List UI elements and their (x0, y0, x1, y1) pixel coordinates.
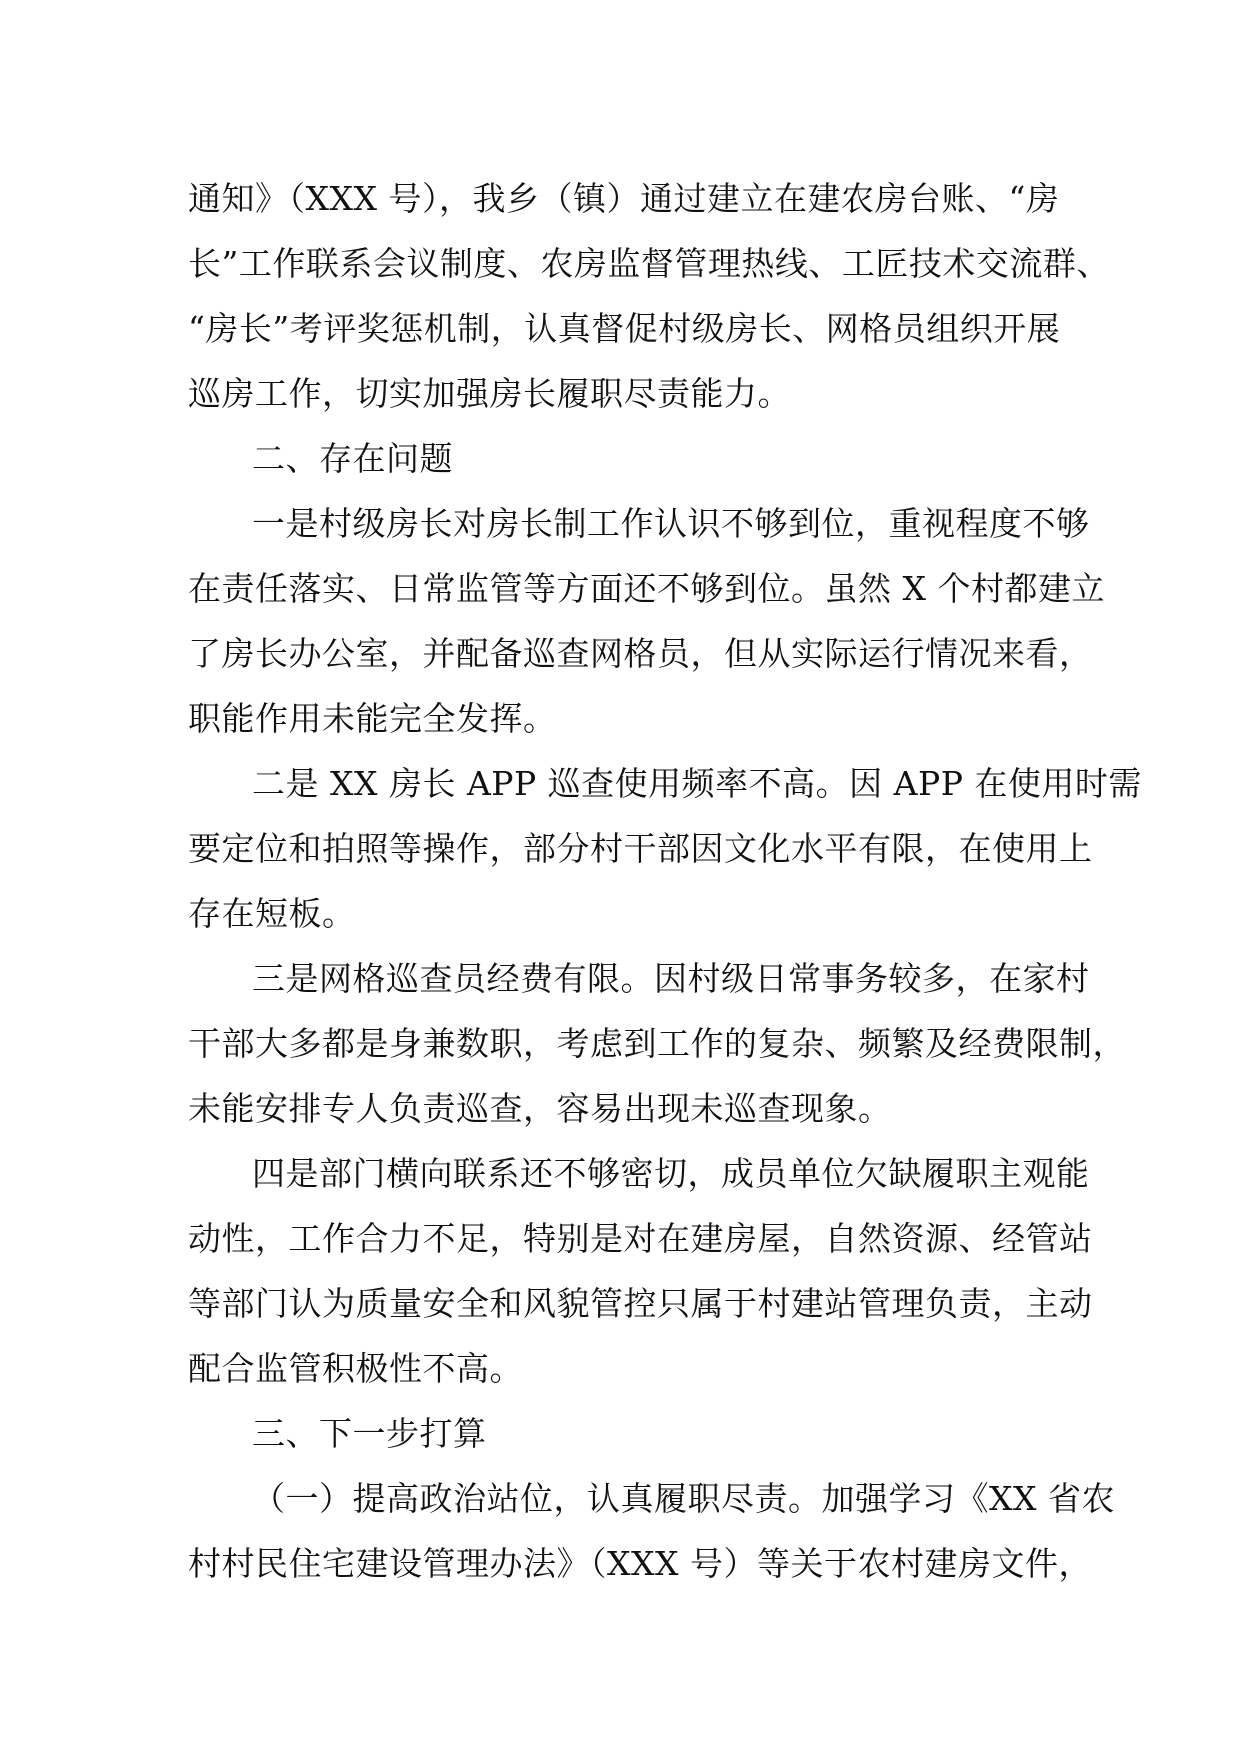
section-heading: 二、存在问题 (252, 439, 453, 478)
text-line: 职能作用未能完全发挥。 (188, 699, 557, 738)
text-line: 一是村级房长对房长制工作认识不够到位，重视程度不够 (252, 504, 1090, 543)
text-line: 干部大多都是身兼数职，考虑到工作的复杂、频繁及经费限制， (188, 1024, 1126, 1063)
text-line: 存在短板。 (188, 894, 356, 933)
text-line: “房长”考评奖惩机制，认真督促村级房长、网格员组织开展 (188, 309, 1061, 348)
text-line: 村村民住宅建设管理办法》（XXX 号）等关于农村建房文件， (188, 1544, 1092, 1583)
text-line: 长”工作联系会议制度、农房监督管理热线、工匠技术交流群、 (188, 244, 1110, 283)
text-line: 二是 XX 房长 APP 巡查使用频率不高。因 APP 在使用时需 (252, 764, 1142, 803)
text-line: 要定位和拍照等操作，部分村干部因文化水平有限，在使用上 (188, 829, 1093, 868)
text-line: 配合监管积极性不高。 (188, 1349, 523, 1388)
text-line: （一）提高政治站位，认真履职尽责。加强学习《XX 省农 (252, 1479, 1115, 1518)
text-line: 四是部门横向联系还不够密切，成员单位欠缺履职主观能 (252, 1154, 1090, 1193)
text-line: 通知》（XXX 号），我乡（镇）通过建立在建农房台账、“房 (188, 179, 1060, 218)
text-line: 等部门认为质量安全和风貌管控只属于村建站管理负责，主动 (188, 1284, 1093, 1323)
document-body (188, 166, 1142, 1596)
text-line: 三是网格巡查员经费有限。因村级日常事务较多，在家村 (252, 959, 1090, 998)
section-heading: 三、下一步打算 (252, 1414, 487, 1453)
text-line: 动性，工作合力不足，特别是对在建房屋，自然资源、经管站 (188, 1219, 1093, 1258)
text-line: 在责任落实、日常监管等方面还不够到位。虽然 X 个村都建立 (188, 569, 1105, 608)
text-line: 了房长办公室，并配备巡查网格员，但从实际运行情况来看， (188, 634, 1093, 673)
text-line: 未能安排专人负责巡查，容易出现未巡查现象。 (188, 1089, 892, 1128)
text-line: 巡房工作，切实加强房长履职尽责能力。 (188, 374, 791, 413)
